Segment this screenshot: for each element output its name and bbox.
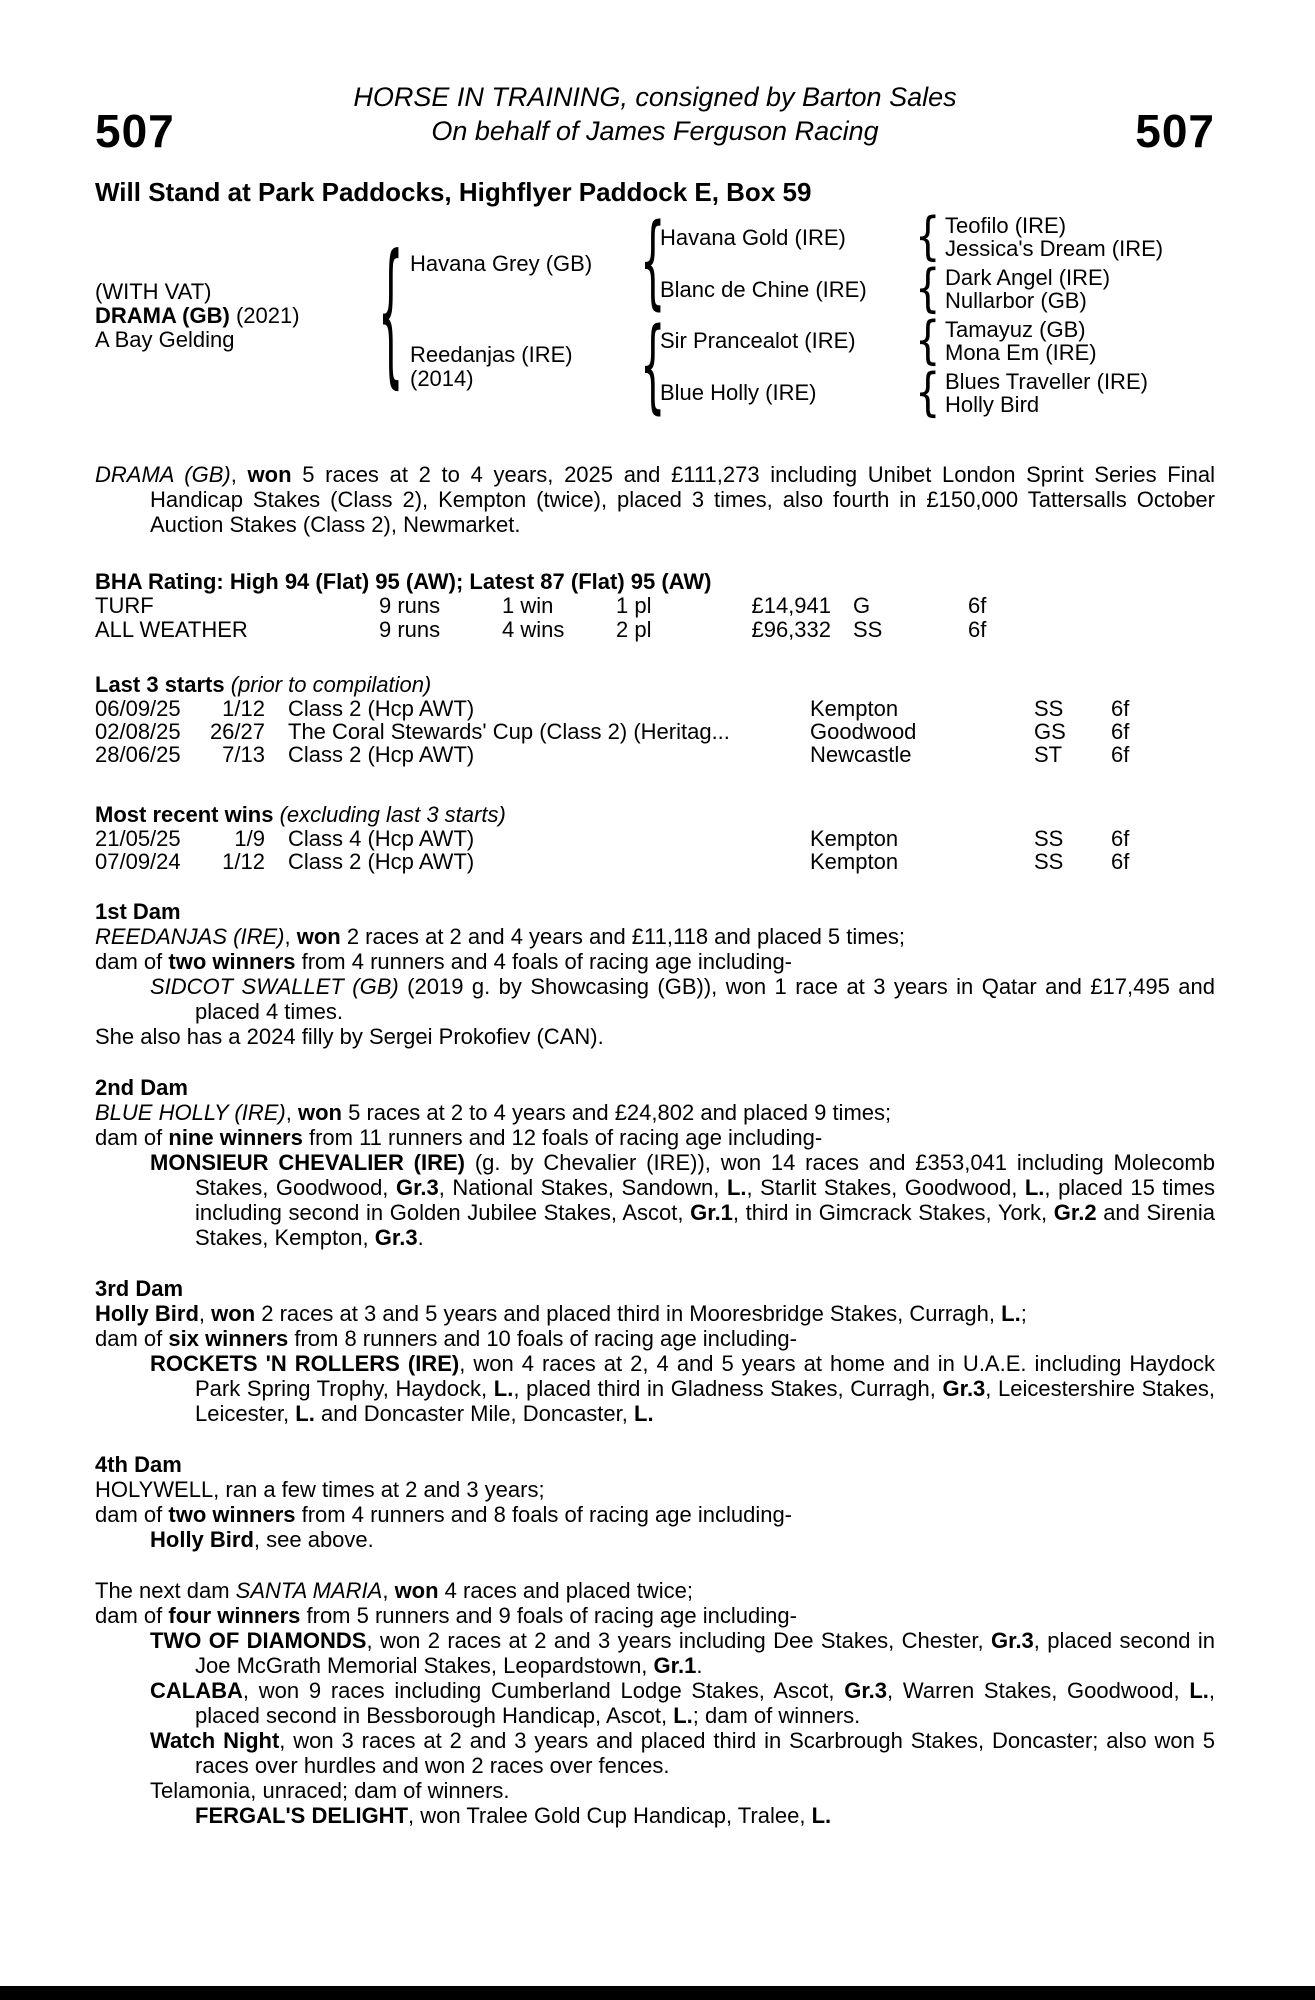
pedigree-brace: { xyxy=(915,363,941,423)
lot-number-left: 507 xyxy=(95,105,175,157)
start-going: GS xyxy=(1034,719,1066,744)
dam-paragraph: She also has a 2024 filly by Sergei Prokofiev (CAN). xyxy=(95,1024,604,1049)
stats-wins: 1 win xyxy=(502,593,554,618)
start-course: Kempton xyxy=(810,696,899,721)
pedigree-brace: { xyxy=(915,311,941,371)
start-date: 06/09/25 xyxy=(95,696,181,721)
consignment-subtitle: On behalf of James Ferguson Racing xyxy=(431,116,879,146)
section-note: (excluding last 3 starts) xyxy=(273,802,506,827)
header xyxy=(95,0,1215,157)
stats-places: 1 pl xyxy=(616,593,652,618)
win-going: SS xyxy=(1034,826,1064,851)
dam-section-3 xyxy=(95,1276,1215,1426)
pedigree-brace: { xyxy=(640,204,666,322)
stats-distance: 6f xyxy=(968,593,987,618)
dam-heading: 4th Dam xyxy=(95,1452,182,1477)
pedigree-tree xyxy=(95,204,1215,426)
lot-number-right: 507 xyxy=(1135,105,1215,157)
bha-rating-heading: BHA Rating: High 94 (Flat) 95 (AW); Latest 87 (Flat) 95 (AW) xyxy=(95,569,712,594)
page-content xyxy=(95,0,1215,1828)
stats-surface: TURF xyxy=(95,593,154,618)
stats-runs: 9 runs xyxy=(379,617,441,642)
start-distance: 6f xyxy=(1111,696,1130,721)
consignment-title: HORSE IN TRAINING, consigned by Barton Sales xyxy=(353,82,957,112)
start-course: Newcastle xyxy=(810,742,912,767)
offspring-paragraph: Watch Night, won 3 races at 2 and 3 years and placed third in Scarbrough Stakes, Doncaster; also won 5 races over hurdles and won 2 races over fences. xyxy=(150,1728,1215,1778)
dam-paragraph: dam of two winners from 4 runners and 8 foals of racing age including- xyxy=(95,1502,793,1527)
dam-heading: 3rd Dam xyxy=(95,1276,184,1301)
subject-name-bold: DRAMA (GB) xyxy=(95,303,230,328)
dam-paragraph: REEDANJAS (IRE), won 2 races at 2 and 4 years and £11,118 and placed 5 times; xyxy=(95,924,905,949)
stats-going: SS xyxy=(853,617,883,642)
win-race: Class 4 (Hcp AWT) xyxy=(288,826,475,851)
win-date: 21/05/25 xyxy=(95,826,181,851)
offspring-paragraph: Telamonia, unraced; dam of winners. xyxy=(150,1778,510,1803)
most-recent-wins-heading xyxy=(95,802,1215,827)
pedigree-ancestor: Holly Bird xyxy=(945,392,1040,417)
dam-paragraph: dam of nine winners from 11 runners and 12 foals of racing age including- xyxy=(95,1125,823,1150)
stand-location: Will Stand at Park Paddocks, Highflyer Paddock E, Box 59 xyxy=(95,177,812,207)
dam-paragraph: The next dam SANTA MARIA, won 4 races and placed twice; xyxy=(95,1578,693,1603)
pedigree-brace: { xyxy=(915,259,941,319)
start-position: 7/13 xyxy=(222,742,265,767)
pedigree-dam-sire: Sir Prancealot (IRE) xyxy=(660,328,856,353)
pedigree-ancestor: Nullarbor (GB) xyxy=(945,288,1087,313)
start-race: Class 2 (Hcp AWT) xyxy=(288,696,475,721)
offspring-paragraph: FERGAL'S DELIGHT, won Tralee Gold Cup Handicap, Tralee, L. xyxy=(195,1803,832,1828)
pedigree-dam-dam: Blue Holly (IRE) xyxy=(660,380,817,405)
pedigree-brace: { xyxy=(640,308,666,426)
race-record-paragraph: DRAMA (GB), won 5 races at 2 to 4 years, 2025 and £111,273 including Unibet London Sprint Series Final Handicap Stakes (Class 2), Kempton (twice), placed 3 times, also fourth in £150,000 Tattersalls October Auction Stakes (Class 2), Newmarket. xyxy=(95,462,1215,537)
section-title: Last 3 starts xyxy=(95,672,225,697)
dam-heading: 1st Dam xyxy=(95,899,181,924)
most-recent-wins-section xyxy=(95,802,1215,873)
win-course: Kempton xyxy=(810,826,899,851)
pedigree-ancestor: Tamayuz (GB) xyxy=(945,317,1086,342)
start-going: SS xyxy=(1034,696,1064,721)
last-3-starts-heading xyxy=(95,672,1215,697)
dam-paragraph: dam of two winners from 4 runners and 4 foals of racing age including- xyxy=(95,949,793,974)
win-race: Class 2 (Hcp AWT) xyxy=(288,849,475,874)
section-note: (prior to compilation) xyxy=(224,672,432,697)
dam-paragraph: HOLYWELL, ran a few times at 2 and 3 years; xyxy=(95,1477,545,1502)
dam-section-4 xyxy=(95,1452,1215,1552)
start-going: ST xyxy=(1034,742,1063,767)
start-race: The Coral Stewards' Cup (Class 2) (Heritag... xyxy=(288,719,730,744)
win-going: SS xyxy=(1034,849,1064,874)
subject-description: A Bay Gelding xyxy=(95,327,235,352)
dam-section-2 xyxy=(95,1075,1215,1250)
consignment-titles xyxy=(95,0,1215,148)
stats-runs: 9 runs xyxy=(379,593,441,618)
pedigree-sire-dam: Blanc de Chine (IRE) xyxy=(660,277,867,302)
pedigree-ancestor: Mona Em (IRE) xyxy=(945,340,1097,365)
last-3-starts-table xyxy=(95,697,1215,766)
start-course: Goodwood xyxy=(810,719,917,744)
stats-going: G xyxy=(853,593,871,618)
win-distance: 6f xyxy=(1111,849,1130,874)
page-edge-bar xyxy=(0,1986,1315,2000)
start-date: 02/08/25 xyxy=(95,719,181,744)
dam-paragraph: BLUE HOLLY (IRE), won 5 races at 2 to 4 years and £24,802 and placed 9 times; xyxy=(95,1100,892,1125)
pedigree-brace: { xyxy=(915,207,941,267)
start-position: 26/27 xyxy=(209,719,265,744)
pedigree-ancestor: Blues Traveller (IRE) xyxy=(945,369,1148,394)
win-course: Kempton xyxy=(810,849,899,874)
surface-stats-table xyxy=(95,594,1215,642)
stats-earnings: £14,941 xyxy=(751,593,831,618)
win-position: 1/12 xyxy=(222,849,265,874)
stats-places: 2 pl xyxy=(616,617,652,642)
start-race: Class 2 (Hcp AWT) xyxy=(288,742,475,767)
pedigree-dam: Reedanjas (IRE) xyxy=(410,342,573,367)
pedigree-ancestor: Teofilo (IRE) xyxy=(945,213,1067,238)
stats-wins: 4 wins xyxy=(502,617,565,642)
start-distance: 6f xyxy=(1111,742,1130,767)
section-title: Most recent wins xyxy=(95,802,274,827)
pedigree-ancestor: Jessica's Dream (IRE) xyxy=(945,236,1164,261)
offspring-paragraph: MONSIEUR CHEVALIER (IRE) (g. by Chevalier (IRE)), won 14 races and £353,041 including Molecomb Stakes, Goodwood, Gr.3, National Stakes, Sandown, L., Starlit Stakes, Goodwood, L., placed 15 times including second in Golden Jubilee Stakes, Ascot, Gr.1, third in Gimcrack Stakes, York, Gr.2 and Sirenia Stakes, Kempton, Gr.3. xyxy=(150,1150,1215,1250)
subject-name xyxy=(95,304,300,327)
pedigree-dam-year: (2014) xyxy=(410,366,474,391)
win-distance: 6f xyxy=(1111,826,1130,851)
win-position: 1/9 xyxy=(234,826,265,851)
offspring-paragraph: SIDCOT SWALLET (GB) (2019 g. by Showcasing (GB)), won 1 race at 3 years in Qatar and £17,495 and placed 4 times. xyxy=(150,974,1215,1024)
win-date: 07/09/24 xyxy=(95,849,181,874)
last-3-starts-section xyxy=(95,672,1215,766)
pedigree-brace: { xyxy=(378,225,404,405)
stats-earnings: £96,332 xyxy=(751,617,831,642)
bha-rating-section xyxy=(95,569,1215,642)
dam-heading: 2nd Dam xyxy=(95,1075,188,1100)
most-recent-wins-table xyxy=(95,827,1215,873)
start-position: 1/12 xyxy=(222,696,265,721)
pedigree-ancestor: Dark Angel (IRE) xyxy=(945,265,1111,290)
offspring-paragraph: ROCKETS 'N ROLLERS (IRE), won 4 races at 2, 4 and 5 years at home and in U.A.E. including Haydock Park Spring Trophy, Haydock, L., placed third in Gladness Stakes, Curragh, Gr.3, Leicestershire Stakes, Leicester, L. and Doncaster Mile, Doncaster, L. xyxy=(150,1351,1215,1426)
offspring-paragraph: Holly Bird, see above. xyxy=(150,1527,374,1552)
pedigree-sire: Havana Grey (GB) xyxy=(410,251,593,276)
next-dam-section xyxy=(95,1578,1215,1828)
dam-section-1 xyxy=(95,899,1215,1049)
vat-note: (WITH VAT) xyxy=(95,279,212,304)
dam-paragraph: dam of four winners from 5 runners and 9 foals of racing age including- xyxy=(95,1603,797,1628)
offspring-paragraph: CALABA, won 9 races including Cumberland Lodge Stakes, Ascot, Gr.3, Warren Stakes, Goodwood, L., placed second in Bessborough Handicap, Ascot, L.; dam of winners. xyxy=(150,1678,1215,1728)
stats-distance: 6f xyxy=(968,617,987,642)
dam-paragraph: dam of six winners from 8 runners and 10 foals of racing age including- xyxy=(95,1326,797,1351)
offspring-paragraph: TWO OF DIAMONDS, won 2 races at 2 and 3 years including Dee Stakes, Chester, Gr.3, placed second in Joe McGrath Memorial Stakes, Leopardstown, Gr.1. xyxy=(150,1628,1216,1678)
pedigree-sire-sire: Havana Gold (IRE) xyxy=(660,225,846,250)
subject-year: (2021) xyxy=(229,303,300,328)
start-distance: 6f xyxy=(1111,719,1130,744)
dam-paragraph: Holly Bird, won 2 races at 3 and 5 years and placed third in Mooresbridge Stakes, Curragh, L.; xyxy=(95,1301,1027,1326)
start-date: 28/06/25 xyxy=(95,742,181,767)
stats-surface: ALL WEATHER xyxy=(95,617,248,642)
